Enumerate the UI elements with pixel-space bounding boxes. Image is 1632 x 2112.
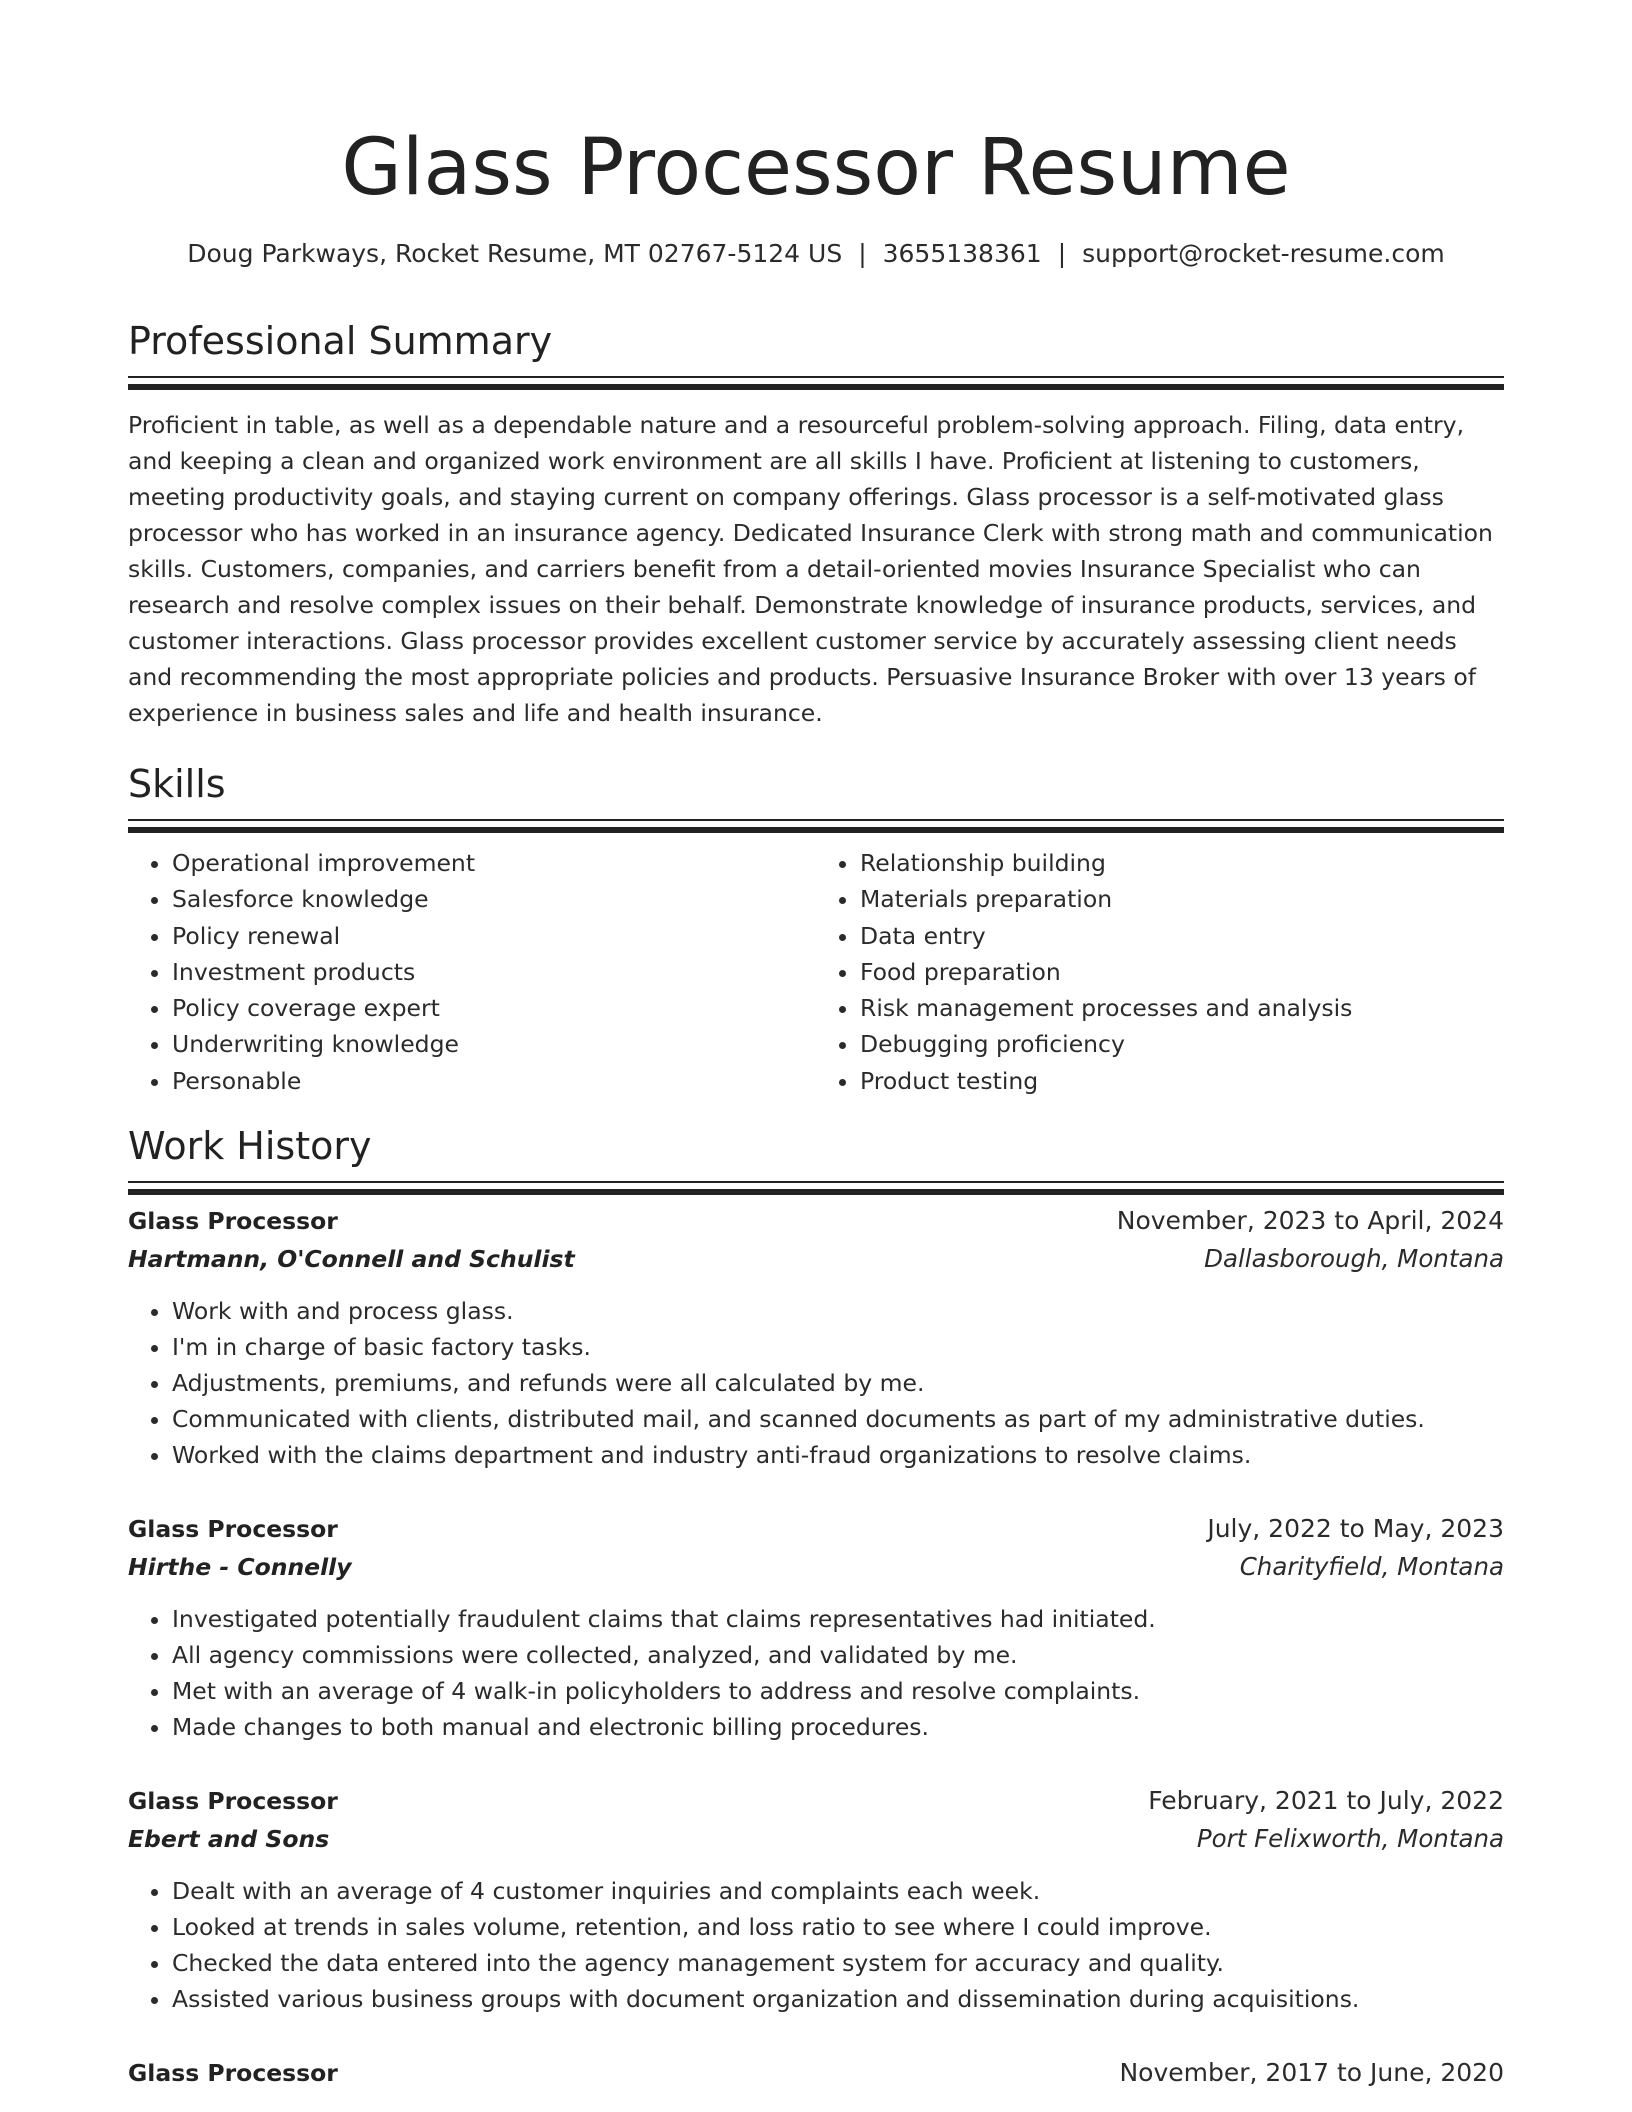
job-duty: • Checked the data entered into the agency management system for accuracy and quality. <box>172 1945 1504 1981</box>
job-dates: February, 2021 to July, 2022 <box>1148 1786 1504 1816</box>
skill-item: • Policy renewal <box>172 918 816 954</box>
job-location: Port Felixworth, Montana <box>1196 1824 1504 1854</box>
job-company-row <box>128 1819 1504 1859</box>
job-company-row <box>128 1239 1504 1279</box>
skill-item: • Salesforce knowledge <box>172 881 816 917</box>
job-duty: • All agency commissions were collected, analyzed, and validated by me. <box>172 1637 1504 1673</box>
resume-page <box>128 0 1504 2091</box>
job-duty: • Assisted various business groups with document organization and dissemination during acquisitions. <box>172 1981 1504 2017</box>
resume-title: Glass Processor Resume <box>341 123 1291 213</box>
job-entry <box>128 2055 1504 2091</box>
section-heading-summary: Professional Summary <box>128 319 553 363</box>
skill-item: • Policy coverage expert <box>172 990 816 1026</box>
job-entry <box>128 1203 1504 1473</box>
skill-item: • Underwriting knowledge <box>172 1026 816 1062</box>
job-header-row <box>128 1203 1504 1239</box>
skill-item: • Personable <box>172 1063 816 1099</box>
skills-column-right <box>816 845 1504 1099</box>
job-duty: • Communicated with clients, distributed mail, and scanned documents as part of my administrative duties. <box>172 1401 1504 1437</box>
job-header-row <box>128 1511 1504 1547</box>
contact-phone: 3655138361 <box>882 239 1042 268</box>
job-duties-list <box>128 1293 1504 1473</box>
job-title: Glass Processor <box>128 1207 338 1236</box>
skill-item: • Relationship building <box>860 845 1504 881</box>
work-history-section <box>128 1123 1504 2091</box>
job-entry <box>128 1511 1504 1745</box>
professional-summary-section <box>128 318 1504 731</box>
job-duty: • I'm in charge of basic factory tasks. <box>172 1329 1504 1365</box>
job-duty: • Worked with the claims department and industry anti-fraud organizations to resolve claims. <box>172 1437 1504 1473</box>
job-duty: • Looked at trends in sales volume, retention, and loss ratio to see where I could improve. <box>172 1909 1504 1945</box>
summary-text: Proficient in table, as well as a dependable nature and a resourceful problem-solving approach. Filing, data entry, and keeping a clean and organized work environment are all skills I have. Proficient at listening to customers, meeting productivity goals, and staying current on company offerings. Glass processor is a self-motivated glass processor who has worked in an insurance agency. Dedicated Insurance Clerk with strong math and communication skills. Customers, companies, and carriers benefit from a detail-oriented movies Insurance Specialist who can research and resolve complex issues on their behalf. Demonstrate knowledge of insurance products, services, and customer interactions. Glass processor provides excellent customer service by accurately assessing client needs and recommending the most appropriate policies and products. Persuasive Insurance Broker with over 13 years of experience in business sales and life and health insurance. <box>128 411 1493 727</box>
skill-item: • Data entry <box>860 918 1504 954</box>
skills-column-left <box>128 845 816 1099</box>
section-heading-work-history: Work History <box>128 1124 372 1169</box>
job-location: Dallasborough, Montana <box>1204 1244 1504 1274</box>
job-duty: • Adjustments, premiums, and refunds were all calculated by me. <box>172 1365 1504 1401</box>
skill-item: • Debugging proficiency <box>860 1026 1504 1062</box>
job-dates: July, 2022 to May, 2023 <box>1207 1514 1504 1544</box>
job-dates: November, 2023 to April, 2024 <box>1116 1206 1504 1236</box>
skill-item: • Food preparation <box>860 954 1504 990</box>
contact-address: Doug Parkways, Rocket Resume, MT 02767-5124 US <box>187 239 843 268</box>
job-company: Hartmann, O'Connell and Schulist <box>128 1245 575 1274</box>
job-company: Hirthe - Connelly <box>128 1553 352 1582</box>
job-duties-list <box>128 1873 1504 2017</box>
skill-item: • Materials preparation <box>860 881 1504 917</box>
section-divider <box>128 819 1504 821</box>
job-dates: November, 2017 to June, 2020 <box>1119 2058 1504 2088</box>
job-company: Ebert and Sons <box>128 1825 330 1854</box>
section-heading-skills: Skills <box>128 762 226 806</box>
section-divider <box>128 1181 1504 1183</box>
job-entry <box>128 1783 1504 2017</box>
section-divider <box>128 376 1504 378</box>
job-title: Glass Processor <box>128 1787 338 1816</box>
job-duty: • Dealt with an average of 4 customer inquiries and complaints each week. <box>172 1873 1504 1909</box>
skill-item: • Operational improvement <box>172 845 816 881</box>
skill-item: • Investment products <box>172 954 816 990</box>
job-title: Glass Processor <box>128 1515 338 1544</box>
job-header-row <box>128 1783 1504 1819</box>
contact-line <box>128 238 1504 270</box>
contact-separator: | <box>1057 239 1067 268</box>
job-location: Charityfield, Montana <box>1239 1552 1504 1582</box>
skill-item: • Product testing <box>860 1063 1504 1099</box>
skill-item: • Risk management processes and analysis <box>860 990 1504 1026</box>
job-duty: • Met with an average of 4 walk-in policyholders to address and resolve complaints. <box>172 1673 1504 1709</box>
job-header-row <box>128 2055 1504 2091</box>
job-duty: • Investigated potentially fraudulent claims that claims representatives had initiated. <box>172 1601 1504 1637</box>
contact-separator: | <box>858 239 867 268</box>
job-duties-list <box>128 1601 1504 1745</box>
skills-section <box>128 761 1504 1099</box>
job-company-row <box>128 1547 1504 1587</box>
contact-email: support@rocket-resume.com <box>1082 239 1445 268</box>
skills-grid <box>128 845 1504 1099</box>
job-title: Glass Processor <box>128 2059 338 2088</box>
job-duty: • Work with and process glass. <box>172 1293 1504 1329</box>
job-duty: • Made changes to both manual and electronic billing procedures. <box>172 1709 1504 1745</box>
